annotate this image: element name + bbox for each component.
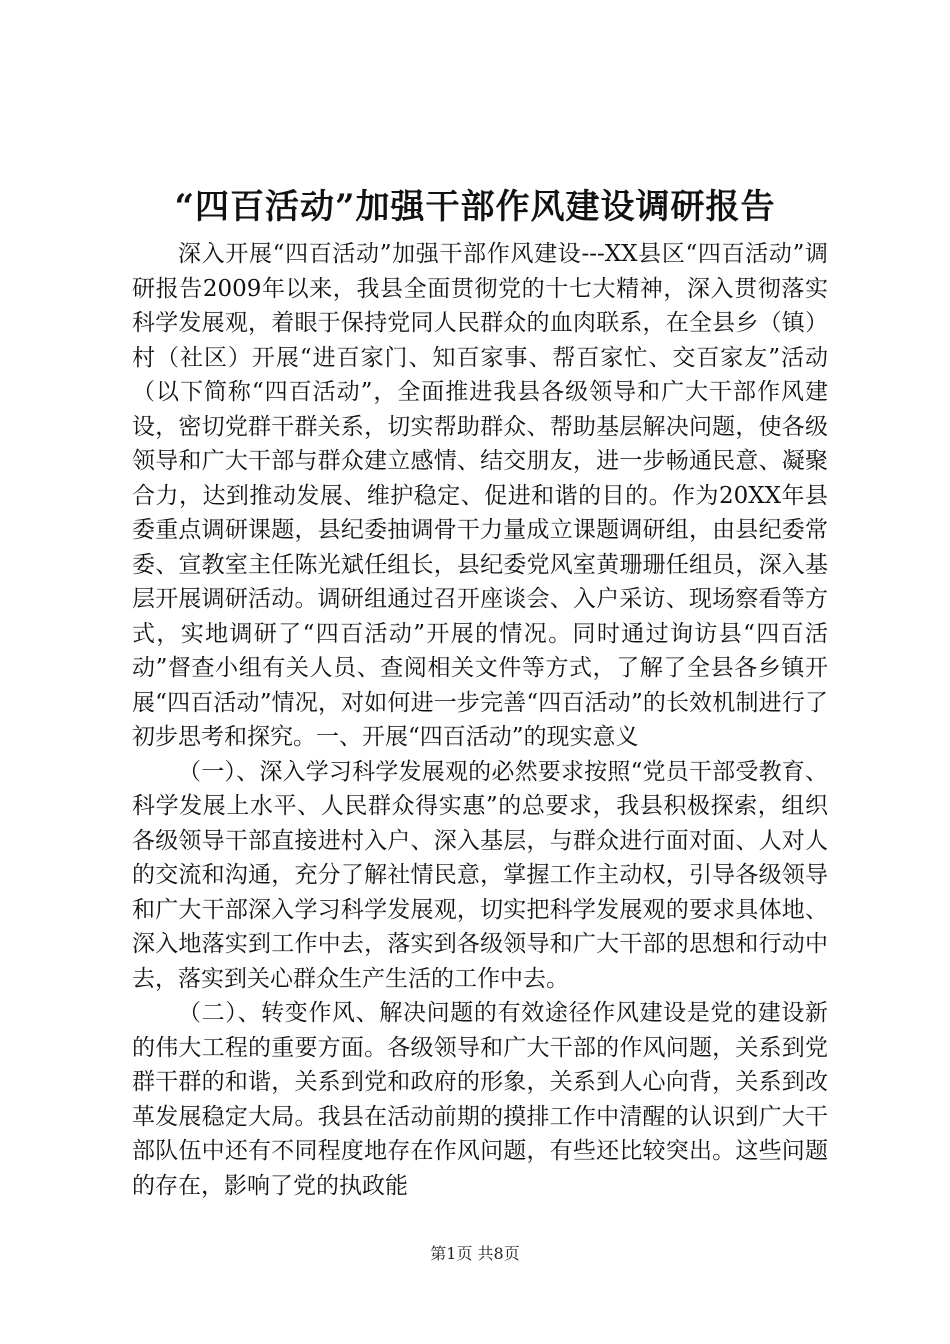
paragraph-section-1: （一）、深入学习科学发展观的必然要求按照“党员干部受教育、科学发展上水平、人民群众得实惠”的总要求，我县积极探索，组织各级领导干部直接进村入户、深入基层，与群众进行面对面、人对人的交流和沟通，充分了解社情民意，掌握工作主动权，引导各级领导和广大干部深入学习科学发展观，切实把科学发展观的要求具体地、深入地落实到工作中去，落实到各级领导和广大干部的思想和行动中去，落实到关心群众生产生活的工作中去。	[132, 758, 828, 992]
document-title: “四百活动”加强干部作风建设调研报告	[174, 187, 776, 227]
document-body	[132, 237, 828, 1203]
paragraph-intro: 深入开展“四百活动”加强干部作风建设---XX县区“四百活动”调研报告2009年以来，我县全面贯彻党的十七大精神，深入贯彻落实科学发展观，着眼于保持党同人民群众的血肉联系，在全县乡（镇）村（社区）开展“进百家门、知百家事、帮百家忙、交百家友”活动（以下简称“四百活动”，全面推进我县各级领导和广大干部作风建设，密切党群干群关系，切实帮助群众、帮助基层解决问题，使各级领导和广大干部与群众建立感情、结交朋友，进一步畅通民意、凝聚合力，达到推动发展、维护稳定、促进和谐的目的。作为20XX年县委重点调研课题，县纪委抽调骨干力量成立课题调研组，由县纪委常委、宣教室主任陈光斌任组长，县纪委党风室黄珊珊任组员，深入基层开展调研活动。调研组通过召开座谈会、入户采访、现场察看等方式，实地调研了“四百活动”开展的情况。同时通过询访县“四百活动”督查小组有关人员、查阅相关文件等方式，了解了全县各乡镇开展“四百活动”情况，对如何进一步完善“四百活动”的长效机制进行了初步思考和探究。一、开展“四百活动”的现实意义	[132, 241, 828, 750]
page-number-footer: 第1页 共8页	[430, 1244, 520, 1263]
paragraph-section-2: （二）、转变作风、解决问题的有效途径作风建设是党的建设新的伟大工程的重要方面。各级领导和广大干部的作风问题，关系到党群干群的和谐，关系到党和政府的形象，关系到人心向背，关系到改革发展稳定大局。我县在活动前期的摸排工作中清醒的认识到广大干部队伍中还有不同程度地存在作风问题，有些还比较突出。这些问题的存在，影响了党的执政能	[132, 1000, 828, 1199]
